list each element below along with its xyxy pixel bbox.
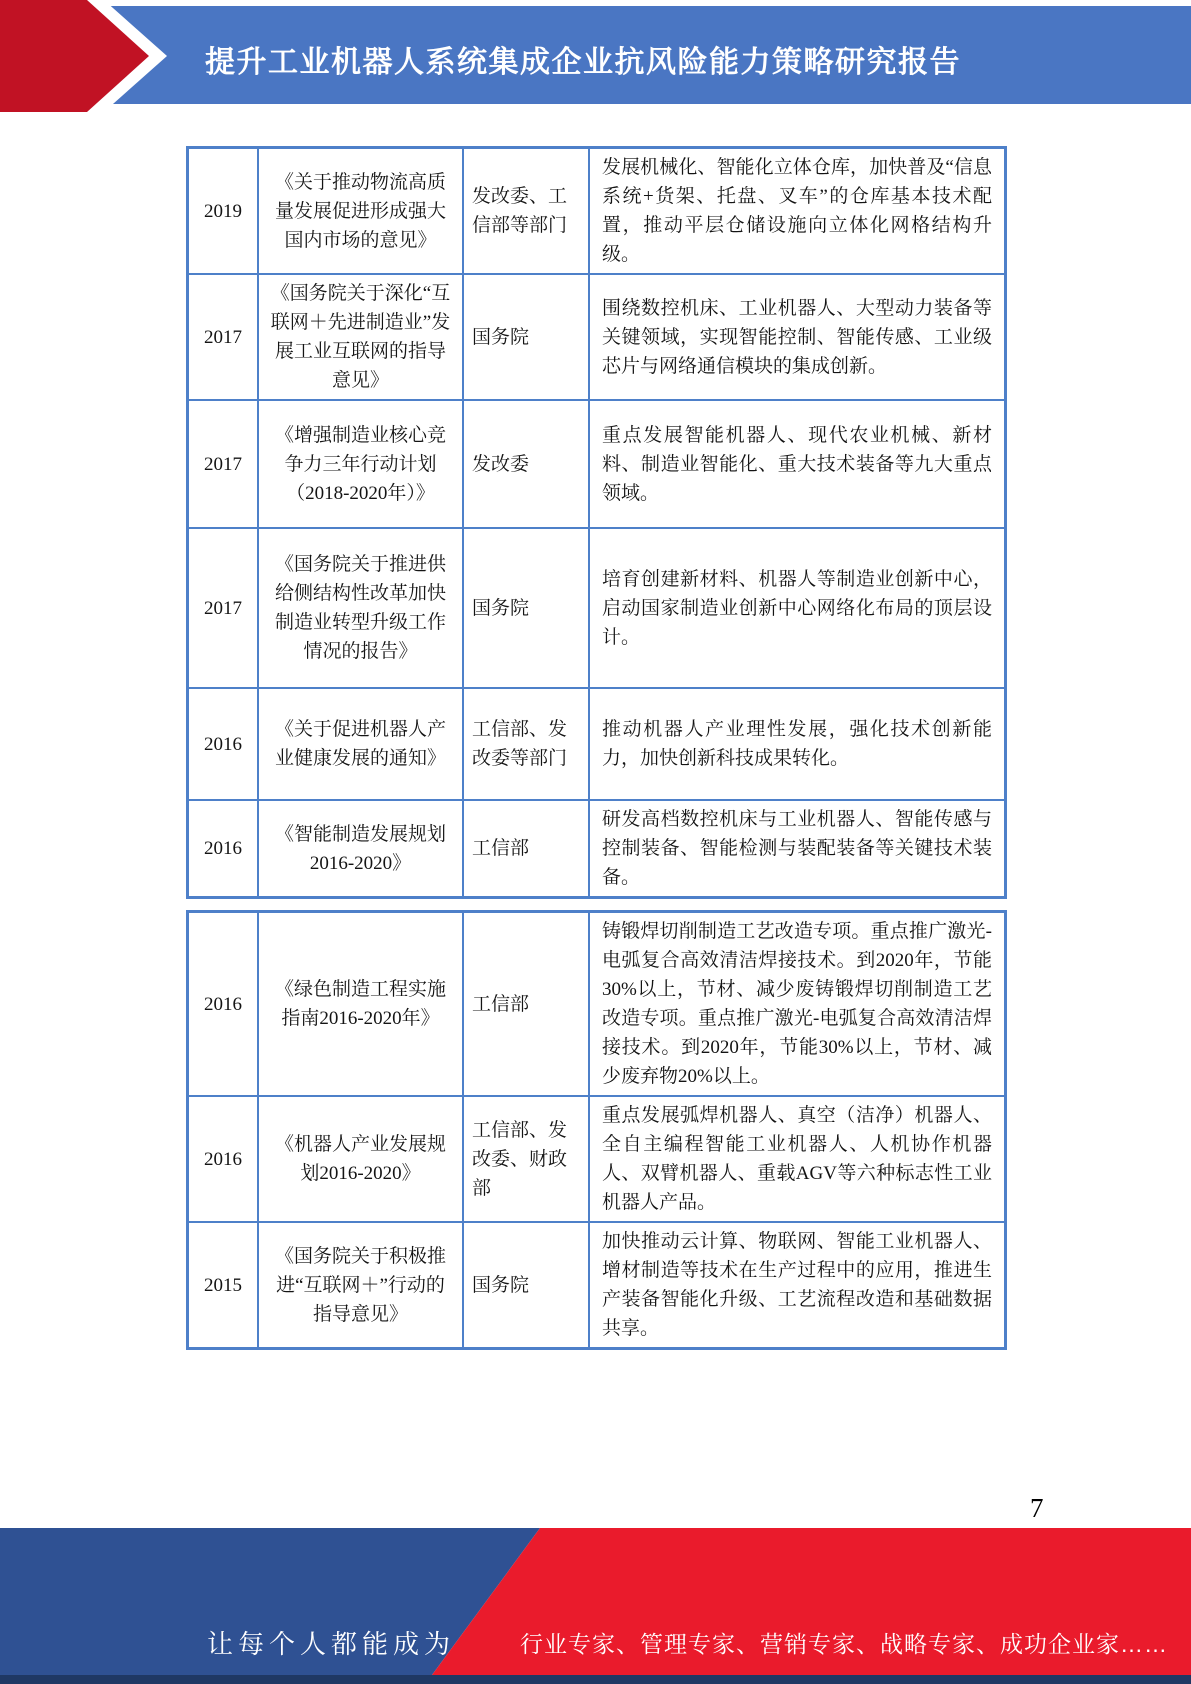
table-row — [188, 400, 1006, 528]
cell-dept: 国务院 — [463, 1222, 589, 1349]
cell-content: 推动机器人产业理性发展，强化技术创新能力，加快创新科技成果转化。 — [589, 688, 1006, 800]
cell-policy: 《机器人产业发展规划2016-2020》 — [258, 1096, 463, 1222]
cell-policy: 《国务院关于深化“互联网＋先进制造业”发展工业互联网的指导意见》 — [258, 274, 463, 400]
cell-content: 发展机械化、智能化立体仓库，加快普及“信息系统+货架、托盘、叉车”的仓库基本技术配置，推动平层仓储设施向立体化网格结构升级。 — [589, 148, 1006, 275]
cell-content: 研发高档数控机床与工业机器人、智能传感与控制装备、智能检测与装配装备等关键技术装备。 — [589, 800, 1006, 898]
footer-slogan-left: 让每个人都能成为 — [206, 1629, 455, 1659]
table-row — [188, 1096, 1006, 1222]
cell-dept: 工信部、发改委等部门 — [463, 688, 589, 800]
table-row — [188, 912, 1006, 1097]
policy-table-2 — [186, 910, 992, 1350]
table-row — [188, 274, 1006, 400]
table-row — [188, 148, 1006, 275]
footer-bottom-strip — [0, 1675, 1191, 1684]
table-row — [188, 1222, 1006, 1349]
report-title: 提升工业机器人系统集成企业抗风险能力策略研究报告 — [205, 46, 961, 79]
cell-policy: 《智能制造发展规划2016-2020》 — [258, 800, 463, 898]
cell-year: 2016 — [188, 1096, 259, 1222]
cell-content: 培育创建新材料、机器人等制造业创新中心，启动国家制造业创新中心网络化布局的顶层设计。 — [589, 528, 1006, 688]
cell-content: 铸锻焊切削制造工艺改造专项。重点推广激光-电弧复合高效清洁焊接技术。到2020年，节能30%以上，节材、减少废铸锻焊切削制造工艺改造专项。重点推广激光-电弧复合高效清洁焊接技术。到2020年，节能30%以上，节材、减少废弃物20%以上。 — [589, 912, 1006, 1097]
cell-year: 2017 — [188, 274, 259, 400]
cell-year: 2019 — [188, 148, 259, 275]
cell-year: 2016 — [188, 912, 259, 1097]
cell-content: 重点发展弧焊机器人、真空（洁净）机器人、全自主编程智能工业机器人、人机协作机器人、双臂机器人、重载AGV等六种标志性工业机器人产品。 — [589, 1096, 1006, 1222]
cell-year: 2017 — [188, 400, 259, 528]
report-header — [0, 0, 1191, 112]
cell-dept: 工信部、发改委、财政部 — [463, 1096, 589, 1222]
cell-policy: 《绿色制造工程实施指南2016-2020年》 — [258, 912, 463, 1097]
cell-policy: 《关于促进机器人产业健康发展的通知》 — [258, 688, 463, 800]
cell-policy: 《增强制造业核心竞争力三年行动计划（2018-2020年）》 — [258, 400, 463, 528]
page-footer — [0, 1528, 1191, 1684]
cell-dept: 发改委 — [463, 400, 589, 528]
cell-dept: 工信部 — [463, 800, 589, 898]
policy-table-grid — [186, 910, 1007, 1350]
table-row — [188, 800, 1006, 898]
cell-year: 2016 — [188, 688, 259, 800]
cell-dept: 发改委、工信部等部门 — [463, 148, 589, 275]
table-row — [188, 688, 1006, 800]
cell-content: 加快推动云计算、物联网、智能工业机器人、增材制造等技术在生产过程中的应用，推进生产装备智能化升级、工艺流程改造和基础数据共享。 — [589, 1222, 1006, 1349]
cell-dept: 国务院 — [463, 274, 589, 400]
cell-dept: 国务院 — [463, 528, 589, 688]
cell-year: 2017 — [188, 528, 259, 688]
policy-table-1 — [186, 146, 992, 899]
cell-year: 2015 — [188, 1222, 259, 1349]
cell-policy: 《国务院关于积极推进“互联网＋”行动的指导意见》 — [258, 1222, 463, 1349]
cell-year: 2016 — [188, 800, 259, 898]
table-row — [188, 528, 1006, 688]
cell-policy: 《国务院关于推进供给侧结构性改革加快制造业转型升级工作情况的报告》 — [258, 528, 463, 688]
policy-table-grid — [186, 146, 1007, 899]
cell-policy: 《关于推动物流高质量发展促进形成强大国内市场的意见》 — [258, 148, 463, 275]
footer-slogan-right: 行业专家、管理专家、营销专家、战略专家、成功企业家…… — [520, 1631, 1168, 1657]
cell-content: 围绕数控机床、工业机器人、大型动力装备等关键领域，实现智能控制、智能传感、工业级芯片与网络通信模块的集成创新。 — [589, 274, 1006, 400]
cell-content: 重点发展智能机器人、现代农业机械、新材料、制造业智能化、重大技术装备等九大重点领域。 — [589, 400, 1006, 528]
cell-dept: 工信部 — [463, 912, 589, 1097]
page-number: 7 — [1030, 1493, 1044, 1523]
